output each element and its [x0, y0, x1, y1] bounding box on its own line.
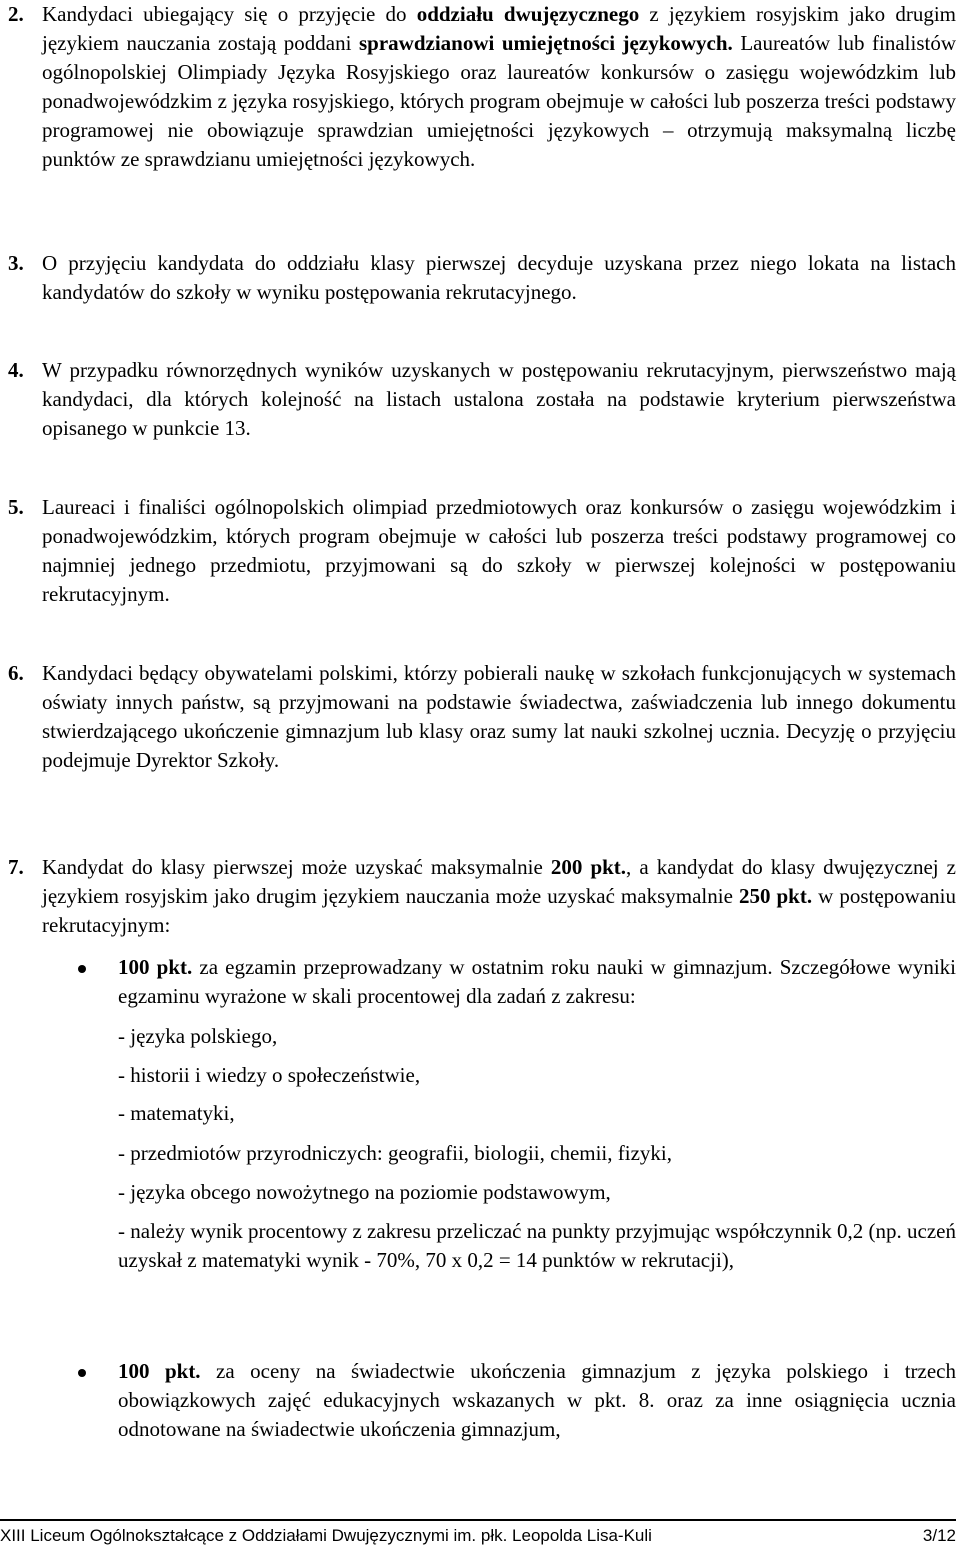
text-run: Kandydat do klasy pierwszej może uzyskać maksymalnie [42, 855, 551, 879]
paragraph-text [42, 0, 956, 174]
paragraph-number: 6. [8, 661, 24, 685]
bold-text: sprawdzianowi umiejętności językowych. [359, 31, 733, 55]
text-run: z językiem rosyjskim jako drugim językiem nauczania zostają poddani [42, 2, 956, 55]
paragraph-5 [8, 493, 956, 609]
bullet-text [118, 953, 956, 1011]
paragraph-2 [8, 0, 956, 174]
footer-school-name: XIII Liceum Ogólnokształcące z Oddziałami Dwujęzycznymi im. płk. Leopolda Lisa-Kuli [0, 1526, 652, 1545]
bullet-item-grades [0, 1357, 956, 1444]
bullet-icon [78, 965, 86, 973]
bold-text: 100 pkt. [118, 955, 193, 979]
text-run: W przypadku równorzędnych wyników uzyskanych w postępowaniu rekrutacyjnym, pierwszeństwo mają kandydaci, dla których kolejność na listach ustalona została na podstawie kryterium pierwszeństwa opisanego w punkcie 13. [42, 358, 956, 440]
text-run: O przyjęciu kandydata do oddziału klasy pierwszej decyduje uzyskana przez niego lokata na listach kandydatów do szkoły w wyniku postępowania rekrutacyjnego. [42, 251, 956, 304]
footer-page-number: 3/12 [922, 1526, 956, 1545]
text-run: Kandydaci ubiegający się o przyjęcie do [42, 2, 417, 26]
paragraph-text [42, 493, 956, 609]
paragraph-text [42, 356, 956, 443]
text-run: , a kandydat do klasy dwujęzycznej z językiem rosyjskim jako drugim językiem nauczania może uzyskać maksymalnie [42, 855, 956, 908]
text-run: Kandydaci będący obywatelami polskimi, którzy pobierali naukę w szkołach funkcjonujących w systemach oświaty innych państw, są przyjmowani na podstawie świadectwa, zaświadczenia lub innego dokumentu stwierdzającego ukończenie gimnazjum lub klasy oraz sumy lat nauki szkolnej ucznia. Decyzję o przyjęciu podejmuje Dyrektor Szkoły. [42, 661, 956, 772]
bullet-text [118, 1357, 956, 1444]
bold-text: 100 pkt. [118, 1359, 201, 1383]
paragraph-3 [8, 249, 956, 307]
bold-text: 250 pkt. [738, 884, 813, 908]
subitem: - przedmiotów przyrodniczych: geografii, biologii, chemii, fizyki, [118, 1141, 672, 1165]
paragraph-number: 4. [8, 358, 24, 382]
paragraph-number: 2. [8, 2, 24, 26]
text-run: Laureatów lub finalistów ogólnopolskiej Olimpiady Języka Rosyjskiego oraz laureatów konkursów o zasięgu wojewódzkim lub ponadwojewódzkim z języka rosyjskiego, których program obejmuje w całości lub poszerza treści podstawy programowej nie obowiązuje sprawdzian umiejętności językowych – otrzymują maksymalną liczbę punktów ze sprawdzianu umiejętności językowych. [42, 31, 956, 171]
bullet-item-exam [0, 953, 956, 1011]
bold-text: 200 pkt. [550, 855, 627, 879]
subitem: - matematyki, [118, 1101, 235, 1125]
subitem: - należy wynik procentowy z zakresu przeliczać na punkty przyjmując współczynnik 0,2 (np. uczeń uzyskał z matematyki wynik - 70%, 70 x 0,2 = 14 punktów w rekrutacji), [118, 1219, 956, 1272]
paragraph-number: 7. [8, 855, 24, 879]
paragraph-7 [8, 853, 956, 940]
paragraph-text [42, 853, 956, 940]
subitem: - języka polskiego, [118, 1024, 278, 1048]
paragraph-number: 3. [8, 251, 24, 275]
text-run: w postępowaniu rekrutacyjnym: [42, 884, 956, 937]
text-run: za egzamin przeprowadzany w ostatnim roku nauki w gimnazjum. Szczegółowe wyniki egzaminu wyrażone w skali procentowej dla zadań z zakresu: [118, 955, 956, 1008]
paragraph-text [42, 659, 956, 775]
paragraph-number: 5. [8, 495, 24, 519]
bold-text: oddziału dwujęzycznego [416, 2, 640, 26]
footer-divider [0, 1519, 956, 1521]
subitem: - języka obcego nowożytnego na poziomie podstawowym, [118, 1180, 611, 1204]
paragraph-6 [8, 659, 956, 775]
text-run: za oceny na świadectwie ukończenia gimnazjum z języka polskiego i trzech obowiązkowych zajęć edukacyjnych wskazanych w pkt. 8. oraz za inne osiągnięcia ucznia odnotowane na świadectwie ukończenia gimnazjum, [118, 1359, 956, 1441]
paragraph-text [42, 249, 956, 307]
text-run: Laureaci i finaliści ogólnopolskich olimpiad przedmiotowych oraz konkursów o zasięgu wojewódzkim i ponadwojewódzkim, których program obejmuje w całości lub poszerza treści podstawy programowej co najmniej jednego przedmiotu, przyjmowani są do szkoły w pierwszej kolejności w postępowaniu rekrutacyjnym. [42, 495, 956, 606]
subitem: - historii i wiedzy o społeczeństwie, [118, 1063, 421, 1087]
bullet-icon [78, 1369, 86, 1377]
paragraph-4 [8, 356, 956, 443]
